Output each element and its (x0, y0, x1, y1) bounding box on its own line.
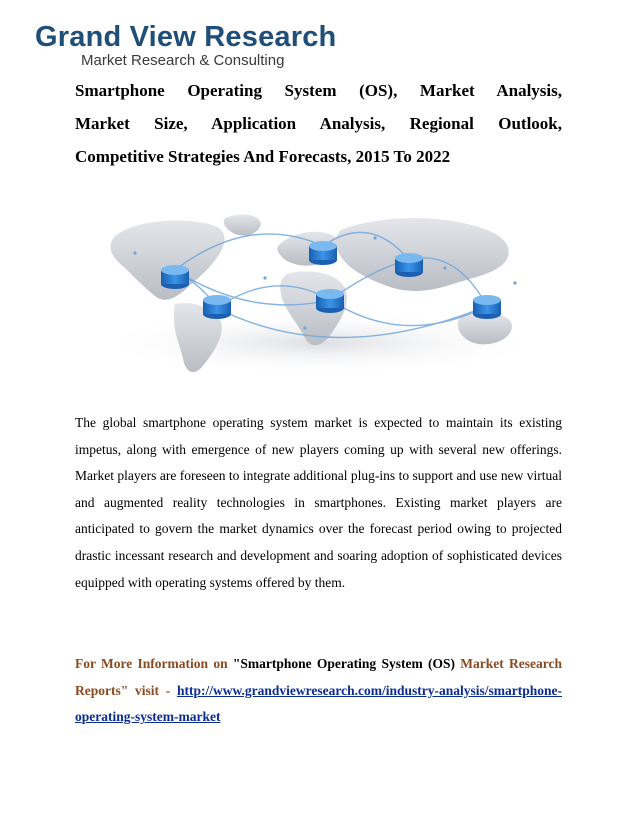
company-logo (35, 22, 336, 70)
more-info-prefix: For More Information on (75, 656, 233, 671)
document-title (75, 74, 562, 173)
title-line-3: Competitive Strategies And Forecasts, 2015 To 2022 (75, 147, 451, 166)
title-line-1: Smartphone Operating System (OS), Market Analysis, (75, 81, 562, 100)
world-map-database-network-icon (75, 208, 562, 378)
logo-name: Grand View Research (35, 21, 337, 53)
report-name: "Smartphone Operating System (OS) (232, 656, 455, 671)
title-line-2: Market Size, Application Analysis, Regional Outlook, (75, 114, 562, 133)
body-paragraph: The global smartphone operating system market is expected to maintain its existing impetus, along with emergence of new players coming up with several new offerings. Market players are foreseen to integrate additional plug-ins to support and use new virtual and augmented reality technologies in smartphones. Existing market players are anticipated to govern the market dynamics over the forecast period owing to projected drastic incessant research and development and soaring adoption of sophisticated devices equipped with operating systems offered by them. (75, 415, 562, 590)
logo-tagline: Market Research & Consulting (81, 52, 285, 69)
report-link[interactable]: http://www.grandviewresearch.com/industry-analysis/smartphone-operating-system-market (75, 682, 562, 725)
more-info-suffix: Market Research Reports" visit - (75, 656, 562, 698)
more-info-paragraph (75, 651, 562, 731)
